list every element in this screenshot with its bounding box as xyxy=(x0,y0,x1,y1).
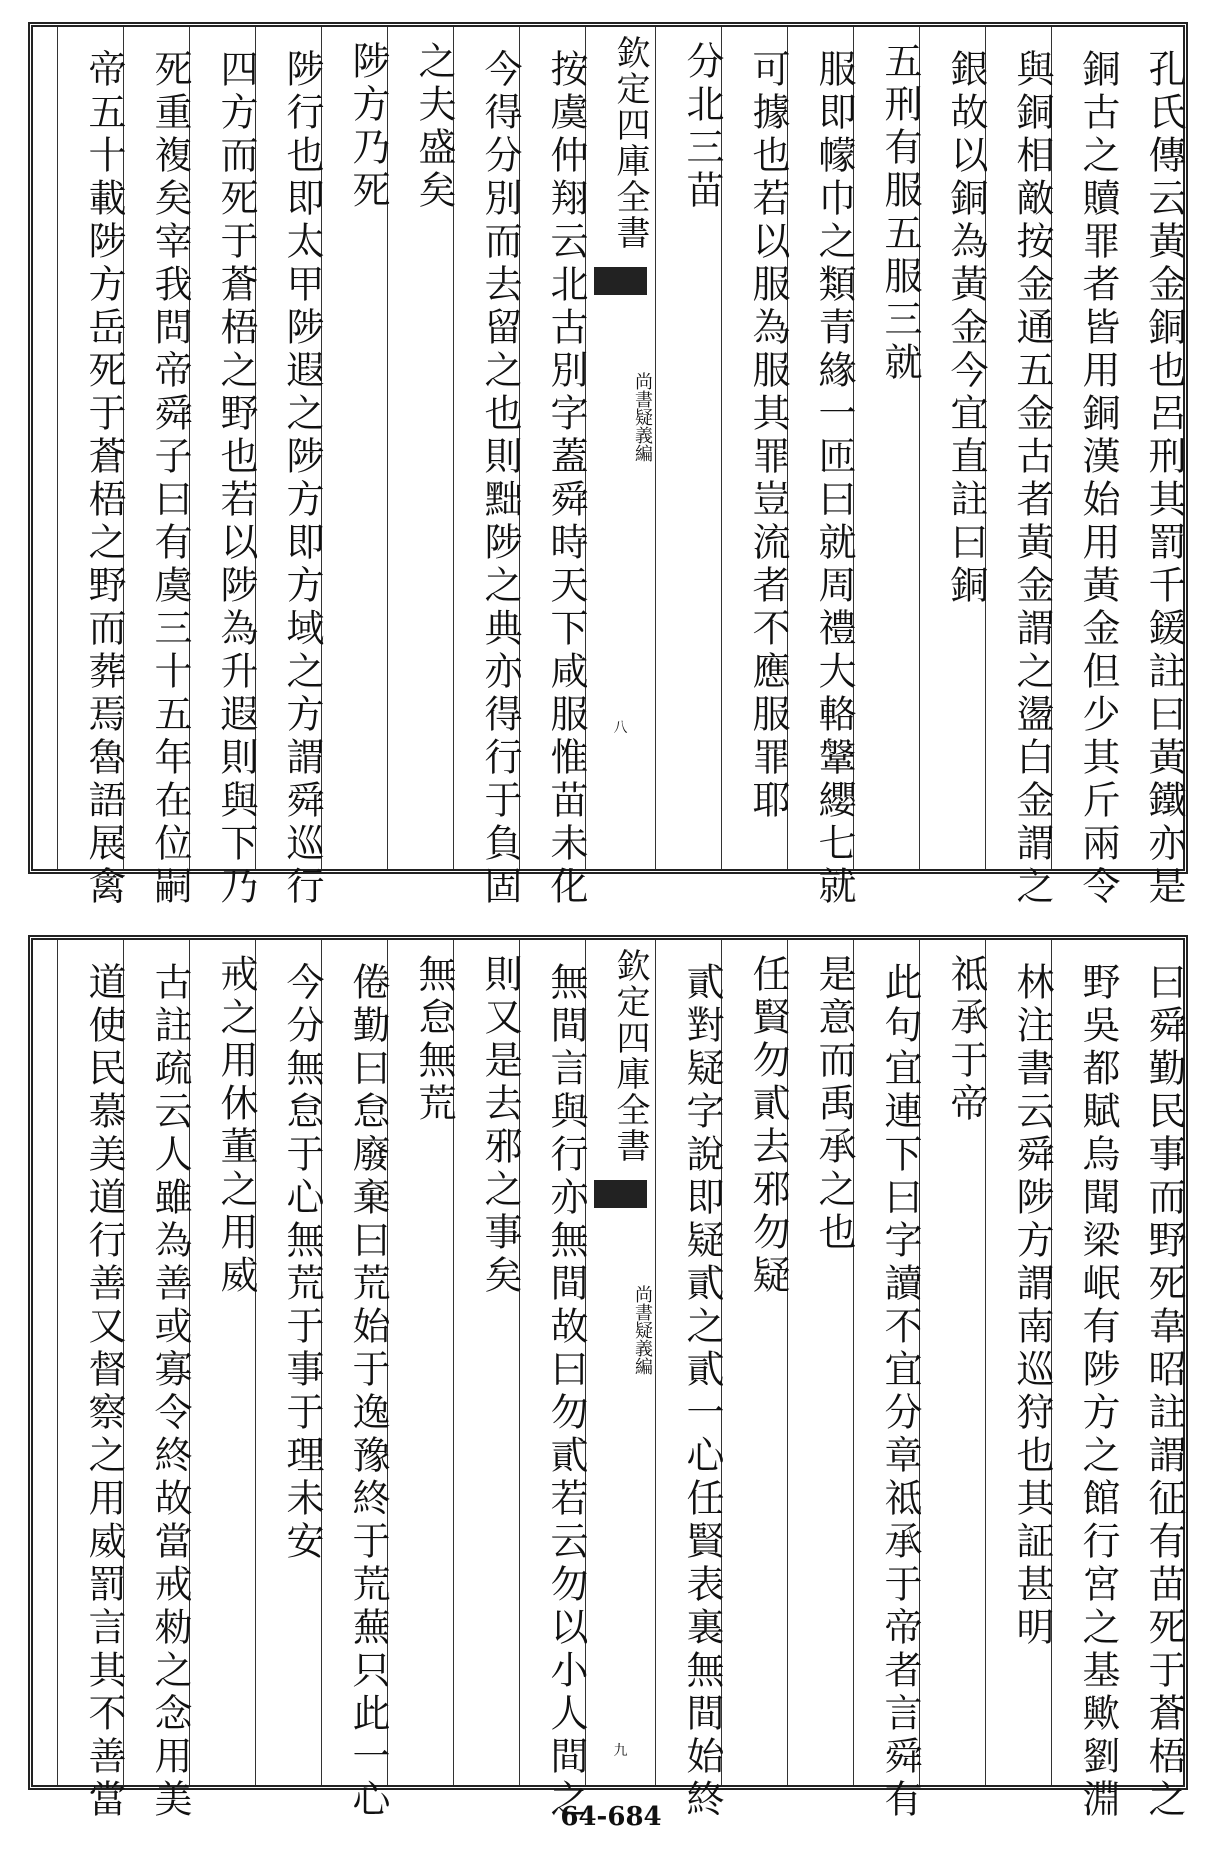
top-page-left-column xyxy=(57,27,126,909)
bottom-page-column-text: 曰舜勤民事而野死韋昭註謂征有苗死于蒼梧之 xyxy=(1142,962,1186,1822)
top-page-center-fold xyxy=(585,27,655,869)
top-page-right-column xyxy=(1117,27,1186,909)
top-page-right-column xyxy=(853,27,922,869)
bottom-page-right-column xyxy=(1051,940,1120,1822)
bottom-page-right-column xyxy=(1117,940,1186,1822)
top-page-column-text: 銀故以銅為黃金今宜直註曰銅 xyxy=(944,49,988,608)
top-page-left-column xyxy=(519,27,588,909)
top-page-column-text: 孔氏傳云黃金銅也呂刑其罰千鍰註曰黃鐵亦是 xyxy=(1142,49,1186,909)
bottom-page-column-text: 祗承于帝 xyxy=(944,954,988,1126)
top-page-columns xyxy=(33,27,1186,909)
bottom-page-left-column xyxy=(189,940,258,1785)
top-page-left-column xyxy=(387,27,456,869)
top-page-column-text: 按虞仲翔云北古別字蓋舜時天下咸服惟苗未化 xyxy=(544,49,588,909)
bottom-page-column-text: 無間言與行亦無間故曰勿貳若云勿以小人間之 xyxy=(544,962,588,1822)
bottom-page-leaf-number: 九 xyxy=(613,1743,628,1759)
top-page-column-text: 今得分別而去留之也則黜陟之典亦得行于負固 xyxy=(478,49,522,909)
top-page-column-text: 帝五十載陟方岳死于蒼梧之野而葬焉魯語展禽 xyxy=(82,49,126,909)
bottom-page-right-column xyxy=(919,940,988,1785)
bottom-page-column-text: 無怠無荒 xyxy=(412,954,456,1126)
page-footer-number: 64-684 xyxy=(560,1802,662,1832)
top-page-book-title: 欽定四庫全書 xyxy=(610,35,650,251)
bottom-page-column-text: 是意而禹承之也 xyxy=(812,954,856,1255)
bottom-page-section-title: 尚書疑義編 xyxy=(632,1285,653,1375)
top-page-section-title: 尚書疑義編 xyxy=(632,372,653,462)
bottom-page-left-column xyxy=(255,940,324,1785)
top-page-right-column xyxy=(1051,27,1120,909)
top-page-left-column xyxy=(453,27,522,909)
fishtail-mark-icon xyxy=(594,1180,647,1208)
top-page-column-text: 死重複矣宰我問帝舜子曰有虞三十五年在位嗣 xyxy=(148,49,192,909)
top-page-column-text: 銅古之贖罪者皆用銅漢始用黃金但少其斤兩令 xyxy=(1076,49,1120,909)
bottom-page-right-column xyxy=(655,940,724,1822)
top-page-right-column xyxy=(721,27,790,869)
top-page-right-column xyxy=(655,27,724,869)
bottom-page-right-column xyxy=(787,940,856,1785)
bottom-page-column-text: 道使民慕美道行善又督察之用威罰言其不善當 xyxy=(82,962,126,1822)
bottom-page-right-column xyxy=(985,940,1054,1785)
bottom-page-right-column xyxy=(853,940,922,1822)
top-page-left-column xyxy=(189,27,258,909)
bottom-page-left-column xyxy=(321,940,390,1822)
top-page-column-text: 服即幪巾之類青緣一匝曰就周禮大輅鞶纓七就 xyxy=(812,49,856,909)
bottom-page-right-column xyxy=(721,940,790,1785)
top-page-right-column xyxy=(919,27,988,869)
bottom-page-left-column xyxy=(519,940,588,1822)
bottom-page-column-text: 野吳都賦烏聞梁岷有陟方之館行宮之基歟劉淵 xyxy=(1076,962,1120,1822)
top-page-column-text: 陟行也即太甲陟遐之陟方即方域之方謂舜巡行 xyxy=(280,49,324,909)
bottom-page-column-text: 倦勤曰怠廢棄曰荒始于逸豫終于荒蕪只此一心 xyxy=(346,962,390,1822)
top-page-right-column xyxy=(985,27,1054,909)
bottom-page-column-text: 戒之用休董之用威 xyxy=(214,954,258,1298)
top-page-column-text: 分北三苗 xyxy=(680,41,724,213)
fishtail-mark-icon xyxy=(594,267,647,295)
top-page-right-column xyxy=(787,27,856,909)
top-page-column-text: 陟方乃死 xyxy=(346,41,390,213)
bottom-page-column-text: 古註疏云人雖為善或寡令終故當戒勑之念用美 xyxy=(148,962,192,1822)
top-page-leaf-number: 八 xyxy=(613,720,628,736)
top-page-left-column xyxy=(123,27,192,909)
bottom-page-left-column xyxy=(453,940,522,1785)
top-page-column-text: 之夫盛矣 xyxy=(412,41,456,213)
top-page-column-text: 與銅相敵按金通五金古者黃金謂之盪白金謂之 xyxy=(1010,49,1054,909)
bottom-page-center-fold xyxy=(585,940,655,1785)
top-page-column-text: 四方而死于蒼梧之野也若以陟為升遐則與下乃 xyxy=(214,49,258,909)
bottom-page-column-text: 今分無怠于心無荒于事于理未安 xyxy=(280,962,324,1564)
bottom-page-left-column xyxy=(387,940,456,1785)
bottom-page-book-title: 欽定四庫全書 xyxy=(610,948,650,1164)
bottom-page-column-text: 林注書云舜陟方謂南巡狩也其証甚明 xyxy=(1010,962,1054,1650)
bottom-page-column-text: 貳對疑字說即疑貳之貳一心任賢表裏無間始終 xyxy=(680,962,724,1822)
top-page-left-column xyxy=(321,27,390,869)
top-page xyxy=(28,22,1188,909)
top-page-left-column xyxy=(255,27,324,909)
bottom-page-column-text: 任賢勿貳去邪勿疑 xyxy=(746,954,790,1298)
top-page-column-text: 五刑有服五服三就 xyxy=(878,41,922,385)
bottom-page-column-text: 此句宜連下曰字讀不宜分章祗承于帝者言舜有 xyxy=(878,962,922,1822)
bottom-page-column-text: 則又是去邪之事矣 xyxy=(478,954,522,1298)
top-page-column-text: 可據也若以服為服其罪豈流者不應服罪耶 xyxy=(746,49,790,823)
bottom-page-left-column xyxy=(123,940,192,1822)
bottom-page-left-column xyxy=(57,940,126,1822)
